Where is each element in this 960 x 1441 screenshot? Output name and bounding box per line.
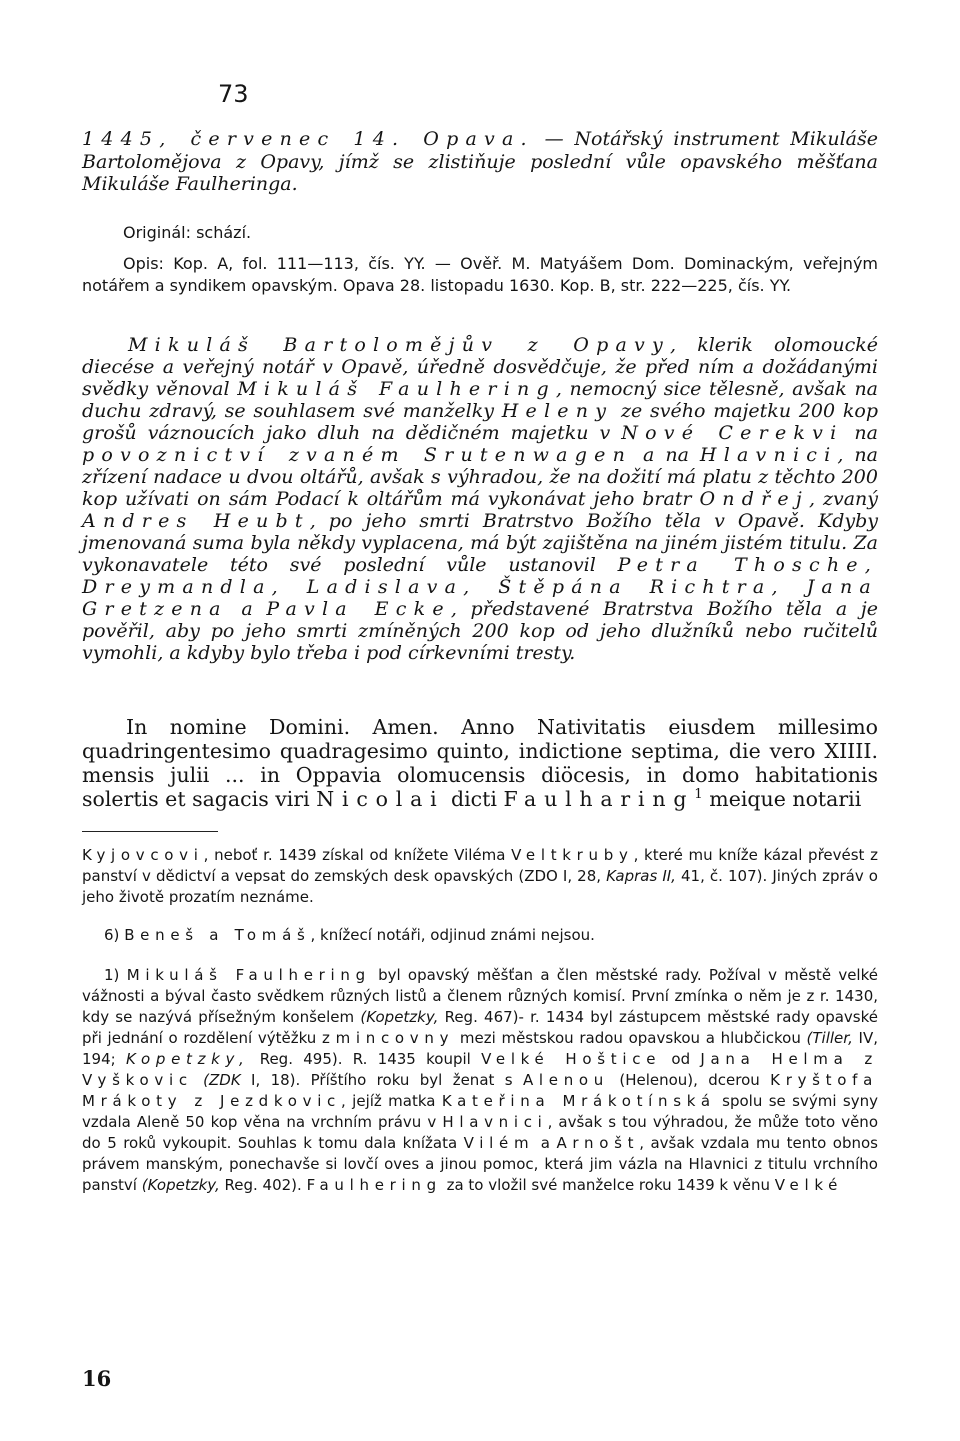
footnote-text: Reg. 467)- r. 1434 byl zástupcem městské rady opavské při jednání o rozdělení výtěžku z	[82, 1008, 878, 1047]
regest-text: , na zřízení nadace u dvou oltářů, avšak s výhradou, že na dožití má platu z těchto 200 kop užívati on sám Podací k oltářům má vykonávat jeho bratr	[82, 444, 879, 510]
heading-date-place: 1445, červenec 14. Opava.	[82, 128, 534, 150]
footnote-text: , neboť r. 1439 získal od knížete Viléma	[203, 846, 512, 864]
footnote-text: mezi městskou radou opavskou a hlubčickou	[454, 1029, 807, 1047]
regest-name: Andres Heubt	[82, 510, 310, 532]
footnote-text: od	[661, 1050, 701, 1068]
footnote-text: byl opavský měšťan a člen městské rady. Požíval v městě velké vážnosti a býval často svědkem různých listů a členem různých komisí. První zmínka o něm je z r. 1430, kdy se nazývá přísežným konšelem	[82, 966, 878, 1026]
footnote-name: Faulhering	[306, 1176, 442, 1194]
footnote-text: , jejíž matka	[341, 1092, 442, 1110]
footnote-name: Kateřina Mrákotínská	[441, 1092, 716, 1110]
original-note: Originál: schází.	[123, 223, 252, 242]
footnote-name: Jana Helma z Vyškovic	[82, 1050, 878, 1089]
regest-name: Mikuláš Bartolomějův z Opavy	[128, 334, 670, 356]
footnote-name: Kryštofa Mrákoty z Jezdkovic	[82, 1071, 878, 1110]
latin-name: Faulharing	[503, 787, 695, 811]
page-number-top: 73	[218, 80, 249, 108]
latin-segment: In nomine Domini. Amen. Anno Nativitatis eiusdem millesimo quadringentesimo quadragesimo quinto, indictione septima, die vero XIIII. mensis julii ... in Oppavia olomucensis diöcesis, in domo habitationis solertis et sagacis viri	[82, 715, 878, 811]
footnote-text: a	[534, 1134, 557, 1152]
latin-segment: dicti	[444, 787, 504, 811]
footnote-text: (Helenou), dcerou	[609, 1071, 771, 1089]
regest-text: ze svého majetku 200 kop grošů váznoucích jako dluh na dědičném majetku v	[82, 400, 879, 444]
footnote-name: Vilém	[463, 1134, 535, 1152]
footnote-citation: (Kopetzky,	[360, 1008, 439, 1026]
footnote-reference: 1	[694, 787, 703, 803]
footnote-citation: (Tiller,	[806, 1029, 853, 1047]
footnote-1	[82, 965, 878, 1196]
footnote-citation: (Kopetzky,	[141, 1176, 220, 1194]
heading-text: — Notářský instrument Mikuláše Bartolomějova z Opavy, jímž se zlistiňuje poslední vůle opavského měšťana Mikuláše Faulheringa.	[82, 128, 878, 195]
footnote-name: Arnošt	[556, 1134, 640, 1152]
regest-name: Pavla Ecke	[266, 598, 451, 620]
footnote-place: Hlavnici	[442, 1113, 548, 1131]
footnote-name: Mikuláš Faulhering	[126, 966, 371, 984]
regest-text: , po jeho smrti Bratrstvo Božího těla v Opavě. Kdyby jmenovaná suma byla někdy vyplacena, má být zajištěna na jiném jistém titulu. Za vykonavatele této své poslední vůle ustanovil	[82, 510, 878, 576]
regest-paragraph	[82, 334, 878, 664]
footnote-text: Reg. 495). R. 1435 koupil	[249, 1050, 482, 1068]
footnote-mark: 6)	[104, 926, 120, 944]
footnote-place: Velké Hoštice	[481, 1050, 662, 1068]
regest-text: , představené Bratrstva Božího těla a je pověřil, aby po jeho smrti zmíněných 200 kop od jeho dlužníků nebo ručitelů vymohli, a kdyby bylo třeba i pod církevními tresty.	[82, 598, 878, 664]
footnote-name: Beneš a Tomáš	[124, 926, 311, 944]
footnote-text: Reg. 402).	[219, 1176, 307, 1194]
regest-text: na	[843, 422, 878, 444]
footnote-name: Veltkruby	[511, 846, 634, 864]
footnote-name: Alenou	[522, 1071, 609, 1089]
footnote-mark: 1)	[104, 966, 120, 984]
regest-name: Mikuláš Faulhering	[237, 378, 556, 400]
regest-text: , zvaný	[808, 488, 878, 510]
footnote-text: , avšak s tou výhradou, že může toto věno do 5 roků vykoupit. Souhlas k tomu dala knížata	[82, 1113, 878, 1152]
footnote-text: spolu se svými syny vzdala Aleně 50 kop věna na vrchním právu v	[82, 1092, 878, 1131]
regest-text: a na	[632, 444, 700, 466]
latin-segment: meique notarii	[702, 787, 862, 811]
footnote-citation: Kopetzky,	[125, 1050, 250, 1068]
latin-name: Nicolai	[316, 787, 445, 811]
footnote-name: mincovny	[335, 1029, 455, 1047]
footnote-text: I, 18). Příštího roku byl ženat s	[240, 1071, 523, 1089]
footnote-text: , knížecí notáři, odjinud známi nejsou.	[310, 926, 595, 944]
regest-place: Hlavnici	[699, 444, 838, 466]
regest-place: Nové Cerekvi	[621, 422, 844, 444]
regest-name: Ondřej	[699, 488, 809, 510]
latin-text	[82, 715, 878, 811]
source-metadata	[82, 222, 878, 298]
page-number-bottom: 16	[82, 1366, 112, 1391]
regest-text: , nemocný sice tělesně, avšak na duchu zdravý, se souhlasem své manželky	[82, 378, 879, 422]
footnote-place: Velké	[774, 1176, 844, 1194]
footnote-citation: Kapras II,	[606, 867, 676, 885]
regest-name: Heleny	[501, 400, 614, 422]
footnote-text: za to vložil své manželce roku 1439 k věnu	[441, 1176, 775, 1194]
footnote-text: IV, 194;	[82, 1029, 878, 1068]
regest-name: Petra Thosche, Dreymandla, Ladislava, Štěpána Richtra, Jana Gretzena	[82, 554, 878, 620]
regest-place: povoznictví zvaném Srutenwagen	[82, 444, 633, 466]
footnote-text: , které mu kníže kázal převést z panství v dědictví a vepsat do zemských desk opavských (ZDO I, 28,	[82, 846, 878, 885]
footnote-continued	[82, 845, 878, 908]
footnote-6	[82, 925, 878, 946]
footnote-text	[193, 1071, 203, 1089]
footnote-citation: (ZDK	[203, 1071, 241, 1089]
regest-text: a	[227, 598, 267, 620]
regest-text: , klerik olomoucké diecése a veřejný notář v Opavě, úředně dosvědčuje, že před ním a dožádanými svědky věnoval	[82, 334, 878, 400]
footnote-text: 41, č. 107). Jiných zpráv o jeho životě prozatím neznáme.	[82, 867, 878, 906]
copy-note: Opis: Kop. A, fol. 111—113, čís. YY. — Ověř. M. Matyášem Dom. Dominackým, veřejným notářem a syndikem opavským. Opava 28. listopadu 1630. Kop. B, str. 222—225, čís. YY.	[82, 253, 878, 295]
footnote-separator	[82, 831, 218, 832]
charter-heading	[82, 128, 878, 196]
footnote-name: Kyjovcovi	[82, 846, 204, 864]
footnote-text: , avšak vzdala mu tento obnos právem manským, ponechavše si lovčí oves a jinou pomoc, která jim vázla na Hlavnici z titulu vrchního panství	[82, 1134, 879, 1194]
